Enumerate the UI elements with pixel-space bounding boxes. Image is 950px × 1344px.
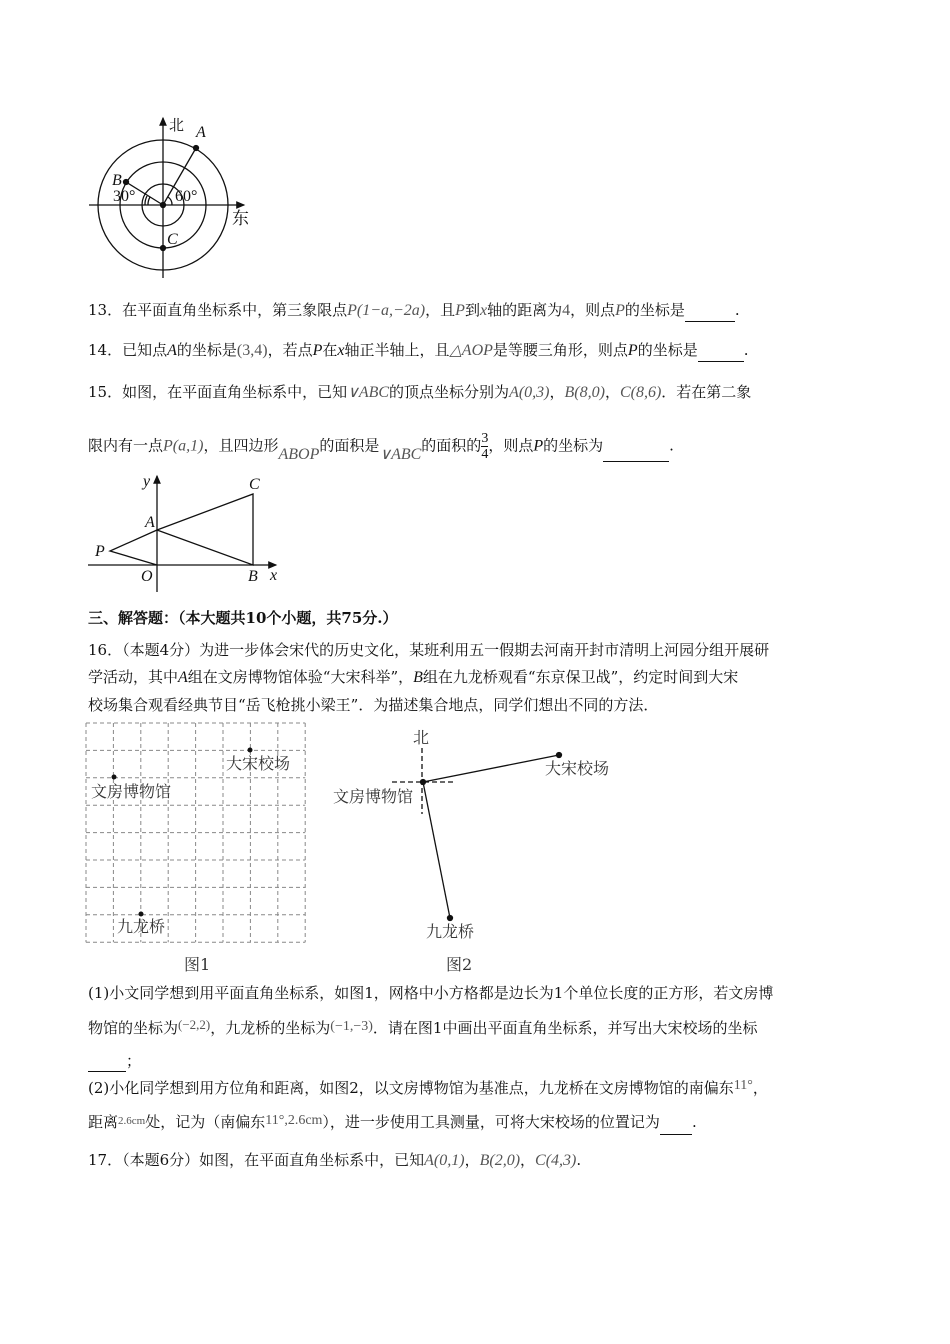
label-museum: 文房博物馆	[333, 787, 414, 806]
point-b	[124, 180, 129, 185]
q16-part1-line3	[88, 1050, 141, 1072]
math: ∨ABC	[379, 445, 422, 463]
text: ．若在第二象	[661, 383, 752, 401]
text: 在平面直角坐标系中，第三象限点	[122, 301, 348, 319]
q16-line1: 16．（本题4分）为进一步体会宋代的历史文化，某班利用五一假期去河南开封市清明上河园分组开展研	[88, 641, 770, 659]
math: P	[615, 302, 625, 319]
math: P	[312, 342, 323, 359]
math: (−1,−3)	[330, 1019, 373, 1034]
math: B(8,0)	[564, 384, 605, 401]
numerator: 3	[481, 431, 489, 446]
text: 距离	[88, 1113, 119, 1131]
label-p: P	[95, 543, 105, 560]
segment-to-bridge	[423, 782, 450, 918]
text: 限内有一点	[88, 436, 164, 455]
math: A(0,1)	[424, 1152, 465, 1169]
text: 的面积的	[421, 436, 482, 455]
question-17	[88, 1149, 581, 1172]
label-museum: 文房博物馆	[91, 782, 172, 801]
figure2-caption: 图2	[446, 955, 473, 974]
text: .	[743, 341, 749, 359]
question-14	[88, 339, 749, 362]
answer-blank	[88, 1055, 126, 1072]
text: 的顶点坐标分别为	[389, 383, 510, 401]
q16-part2-line1	[88, 1077, 768, 1101]
text: ，且四边形	[203, 436, 279, 455]
math: A	[167, 342, 177, 359]
question-13	[88, 299, 740, 322]
math: P	[533, 437, 544, 455]
text: ，	[520, 1151, 536, 1169]
text: 的坐标是	[176, 341, 237, 359]
math: 4	[562, 302, 571, 319]
text: 在	[322, 341, 338, 359]
text: ，	[464, 1151, 480, 1169]
denominator: 4	[481, 447, 489, 462]
text: .	[669, 436, 674, 455]
answer-blank	[698, 345, 744, 362]
math: P	[627, 342, 638, 359]
label-field: 大宋校场	[226, 754, 291, 773]
text: 学活动，其中	[88, 668, 179, 686]
math: P(a,1)	[163, 437, 204, 455]
math: A	[178, 669, 188, 686]
q16-part1-line2	[88, 1017, 757, 1041]
text: 如图，在平面直角坐标系中，已知	[122, 383, 348, 401]
math: P	[455, 302, 465, 319]
answer-blank	[685, 305, 735, 322]
label-x: x	[270, 567, 278, 584]
text: 是等腰三角形，则点	[492, 341, 628, 359]
math: (−2,2)	[178, 1017, 211, 1032]
math: 2.6cm	[118, 1115, 146, 1127]
label-a: A	[196, 124, 206, 141]
math: △AOP	[449, 342, 493, 359]
figure2	[392, 748, 562, 921]
math: (3,4)	[236, 342, 268, 359]
q16-line3: 校场集合观看经典节目“岳飞枪挑小梁王”．为描述集合地点，同学们想出不同的方法．	[88, 696, 659, 714]
text: 轴正半轴上，且	[344, 341, 450, 359]
text: 已知点	[122, 341, 168, 359]
label-bridge: 九龙桥	[117, 917, 166, 936]
text: （本题6分）如图，在平面直角坐标系中，已知	[122, 1151, 425, 1169]
math: C(8,6)	[619, 384, 662, 401]
text: 的面积是	[319, 436, 380, 455]
math: x	[337, 342, 345, 359]
q16-part1-line1: (1)小文同学想到用平面直角坐标系，如图1，网格中小方格都是边长为1个单位长度的正方形，若文房博	[88, 984, 774, 1002]
text: ，	[752, 1079, 768, 1097]
math: B(2,0)	[479, 1152, 521, 1169]
q16-part2-line2	[88, 1111, 697, 1135]
text: ，	[549, 383, 565, 401]
text: ，则点	[570, 301, 616, 319]
math: ABOP	[278, 445, 320, 463]
label-b: B	[112, 172, 122, 189]
text: ．请在图1中画出平面直角坐标系，并写出大宋校场的坐标	[372, 1019, 758, 1037]
text: .	[734, 301, 740, 319]
text: ；	[126, 1052, 142, 1070]
label-60deg: 60°	[175, 188, 198, 205]
label-c: C	[167, 231, 178, 248]
point-a	[194, 146, 199, 151]
q-number: 14．	[88, 341, 123, 359]
center-point	[161, 203, 166, 208]
text: 物馆的坐标为	[88, 1019, 179, 1037]
math: B	[413, 669, 423, 686]
text: .	[691, 1113, 697, 1131]
q16-line2	[88, 666, 738, 689]
section-3-heading: 三、解答题：（本大题共10个小题，共75分.）	[88, 609, 398, 627]
question-15-line1	[88, 381, 751, 404]
question-15-line2	[88, 431, 674, 462]
math: x	[479, 302, 488, 319]
text: .	[576, 1151, 582, 1169]
math: A(0,3)	[509, 384, 550, 401]
label-bridge: 九龙桥	[426, 922, 475, 941]
label-field: 大宋校场	[545, 759, 610, 778]
text: (2)小化同学想到用方位角和距离，如图2，以文房博物馆为基准点，九龙桥在文房博物馆的南偏东	[88, 1079, 734, 1097]
text: ，且	[425, 301, 456, 319]
bridge-point	[448, 916, 453, 921]
museum-point	[421, 780, 426, 785]
math: ∨ABC	[347, 384, 390, 401]
label-30deg: 30°	[113, 188, 136, 205]
triangle-abc	[157, 494, 253, 565]
field-point	[557, 753, 562, 758]
text: 的坐标是	[624, 301, 685, 319]
point-c	[161, 246, 166, 251]
label-east: 东	[232, 209, 249, 229]
label-north: 北	[413, 728, 430, 747]
text: ，	[604, 383, 620, 401]
answer-blank	[603, 445, 669, 462]
figure1-caption: 图1	[184, 955, 211, 974]
math: P(1−a,−2a)	[347, 302, 426, 319]
q-number: 17．	[88, 1151, 123, 1169]
text: 处，记为（南偏东	[145, 1113, 266, 1131]
segments-ap-po	[110, 530, 157, 565]
text: 组在九龙桥观看“东京保卫战”，约定时间到大宋	[422, 668, 739, 686]
q-number: 15．	[88, 383, 123, 401]
label-a: A	[145, 514, 155, 531]
field-point	[248, 748, 253, 753]
museum-point	[112, 775, 117, 780]
text: ，若点	[267, 341, 313, 359]
text: 的坐标是	[637, 341, 698, 359]
label-north: 北	[169, 116, 185, 134]
text: 到	[464, 301, 480, 319]
q-number: 13．	[88, 301, 123, 319]
angle-arc-b2	[145, 196, 147, 205]
text: 组在文房博物馆体验“大宋科举”，	[187, 668, 414, 686]
segment-to-field	[423, 755, 559, 782]
text: ，九龙桥的坐标为	[210, 1019, 331, 1037]
math: 11°,2.6cm	[265, 1113, 323, 1128]
angle-arc-b	[148, 197, 150, 205]
math: C(4,3)	[535, 1152, 577, 1169]
text: ，则点	[488, 436, 534, 455]
label-o: O	[141, 568, 153, 585]
text: 的坐标为	[543, 436, 604, 455]
label-y: y	[143, 473, 151, 490]
angle-arc-a	[168, 197, 172, 205]
text: 轴的距离为	[487, 301, 563, 319]
label-b: B	[248, 568, 258, 585]
math: 11°	[733, 1078, 753, 1093]
text: ），进一步使用工具测量，可将大宋校场的位置记为	[322, 1113, 660, 1131]
label-c: C	[249, 476, 260, 493]
answer-blank	[660, 1118, 692, 1135]
